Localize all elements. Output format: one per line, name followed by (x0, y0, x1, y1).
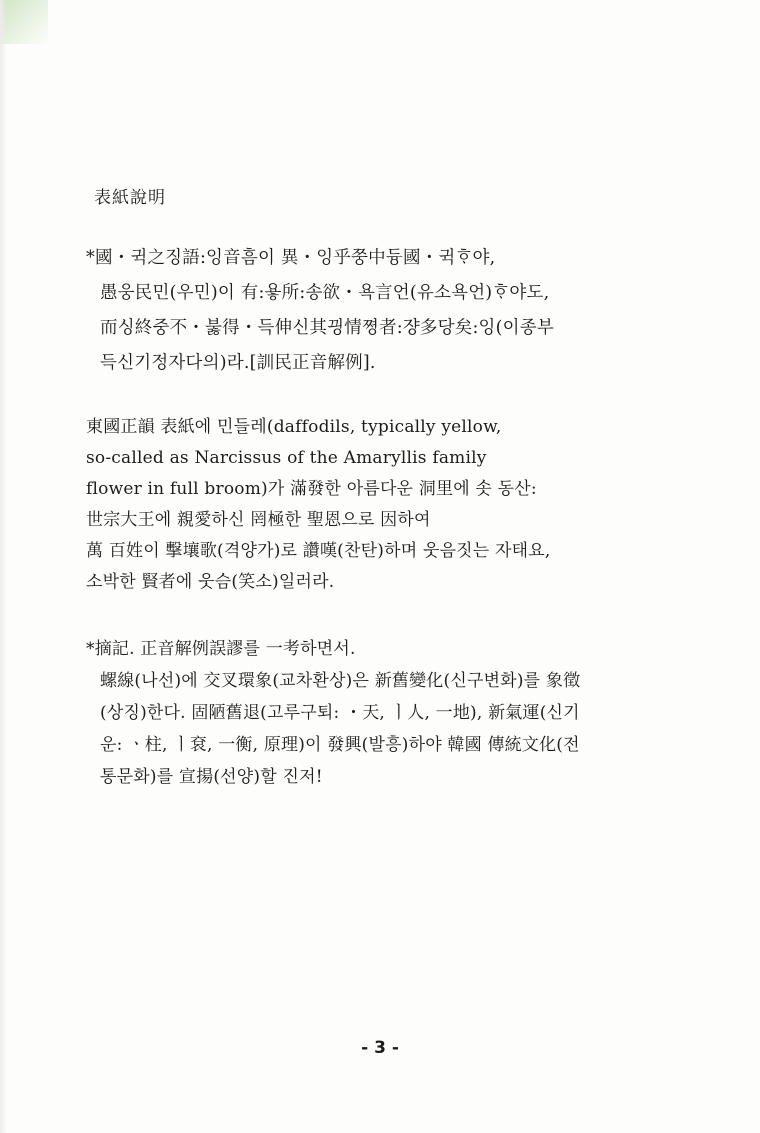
paragraph-line: 世宗大王에 親愛하신 罔極한 聖恩으로 因하여 (86, 510, 431, 530)
quote-line: 愚웅民민(우민)이 有:욯所:송欲・욕言언(유소욕언)ᄒᆞ야도, (100, 283, 550, 303)
paragraph-line: 東國正韻 表紙에 민들레(daffodils, typically yellow, (86, 417, 502, 437)
quote-line: 득신기정자다의)라.[訓民正音解例]. (100, 353, 376, 373)
paragraph-line: 萬 百姓이 擊壤歌(격양가)로 讚嘆(찬탄)하며 웃음짓는 자태요, (86, 541, 551, 561)
binding-edge-shadow (0, 0, 7, 1133)
page-corner-tint (0, 0, 48, 44)
quote-line: 而싱終중不・붏得・득伸신其끵情쪙者:쟝多당矣:잉(이종부 (100, 318, 554, 338)
cover-description-paragraph (86, 412, 551, 598)
paragraph-line: 소박한 賢者에 웃슴(笑소)일러라. (86, 572, 335, 592)
page-number: - 3 - (361, 1038, 399, 1058)
paragraph-line: so-called as Narcissus of the Amaryllis family (86, 448, 487, 468)
note-heading: *摘記. 正音解例誤謬를 一考하면서. (86, 639, 356, 659)
quote-paragraph (86, 241, 554, 381)
quote-line: *國・귁之징語:잉音흠이 異・잉乎쭝中듕國・귁ᄒᆞ야, (86, 248, 496, 268)
page-title: 表紙說明 (94, 188, 166, 208)
paragraph-line: 운: ㆍ柱, ㅣ袞, 一衡, 原理)이 發興(발흥)하야 韓國 傳統文化(전 (100, 735, 580, 755)
paragraph-line: 통문화)를 宣揚(선양)할 진저! (100, 767, 323, 787)
paragraph-line: 螺線(나선)에 交叉環象(교차환상)은 新舊變化(신구변화)를 象徵 (100, 671, 581, 691)
note-paragraph (86, 633, 580, 793)
paragraph-line: flower in full broom)가 滿發한 아름다운 洞里에 솟 동산: (86, 479, 537, 499)
paragraph-line: (상징)한다. 固陋舊退(고루구퇴: ・天, ㅣ人, 一地), 新氣運(신기 (100, 703, 580, 723)
